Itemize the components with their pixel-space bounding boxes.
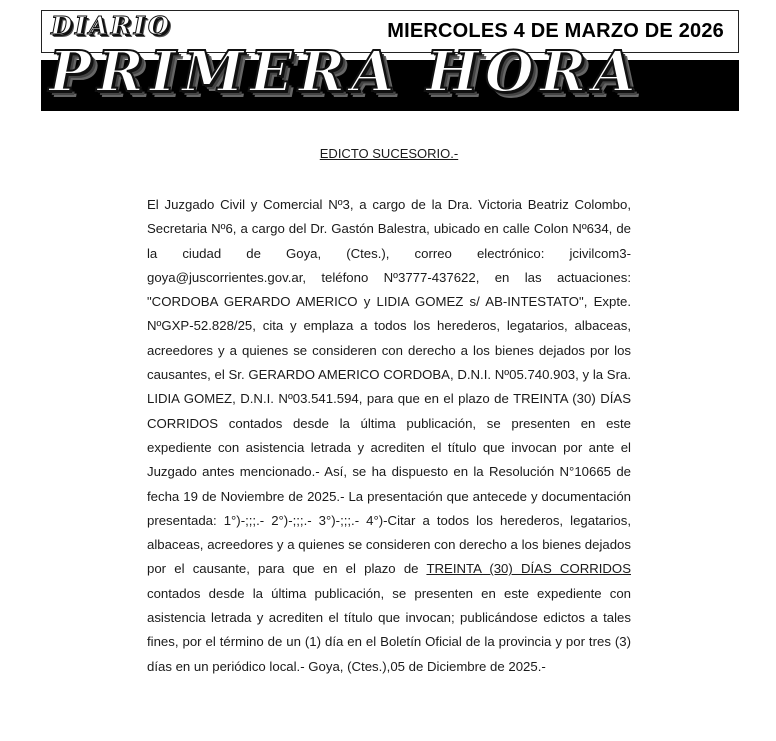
publication-date: MIERCOLES 4 DE MARZO DE 2026 xyxy=(387,20,724,42)
section-label: - EDICTOS - xyxy=(486,121,684,154)
edict-body xyxy=(147,193,631,679)
logo-primera-hora: PRIMERA HORA xyxy=(49,39,642,105)
edict-document xyxy=(147,146,631,679)
edict-body-underlined: TREINTA (30) DÍAS CORRIDOS xyxy=(426,561,631,577)
edict-body-part1: El Juzgado Civil y Comercial Nº3, a cargo de la Dra. Victoria Beatriz Colombo, Secretaria Nº6, a cargo del Dr. Gastón Balestra, ubicado en calle Colon Nº634, de la ciudad de Goya, (Ctes.), correo electrónico: jcivilcom3-goya@juscorrientes.gov.ar, teléfono Nº3777-437622, en las actuaciones: "CORDOBA GERARDO AMERICO y LIDIA GOMEZ s/ AB-INTESTATO", Expte. NºGXP-52.828/25, cita y emplaza a todos los herederos, legatarios, albaceas, acreedores y a quienes se consideren con derecho a los bienes dejados por los causantes, el Sr. GERARDO AMERICO CORDOBA, D.N.I. Nº05.740.903, y la Sra. LIDIA GOMEZ, D.N.I. Nº03.541.594, para que en el plazo de TREINTA (30) DÍAS CORRIDOS contados desde la última publicación, se presenten en este expediente con asistencia letrada y acrediten el título que invocan por ante el Juzgado antes mencionado.- Así, se ha dispuesto en la Resolución N°10665 de fecha 19 de Noviembre de 2025.- La presentación que antecede y documentación presentada: 1°)-;;;.- 2°)-;;;.- 3°)-;;;.- 4°)-Citar a todos los herederos, legatarios, albaceas, acreedores y a quienes se consideren con derecho a los bienes dejados por el causante, para que en el plazo de xyxy=(147,197,631,577)
edict-body-part2: contados desde la última publicación, se presenten en este expediente con asistencia letrada y acrediten el título que invocan; publicándose edictos a tales fines, por el término de un (1) día en el Boletín Oficial de la provincia y por tres (3) días en un periódico local.- Goya, (Ctes.),05 de Diciembre de 2025.- xyxy=(147,585,631,674)
logo-diario: DIARIO xyxy=(51,11,172,40)
edict-title: EDICTO SUCESORIO.- xyxy=(319,146,459,161)
